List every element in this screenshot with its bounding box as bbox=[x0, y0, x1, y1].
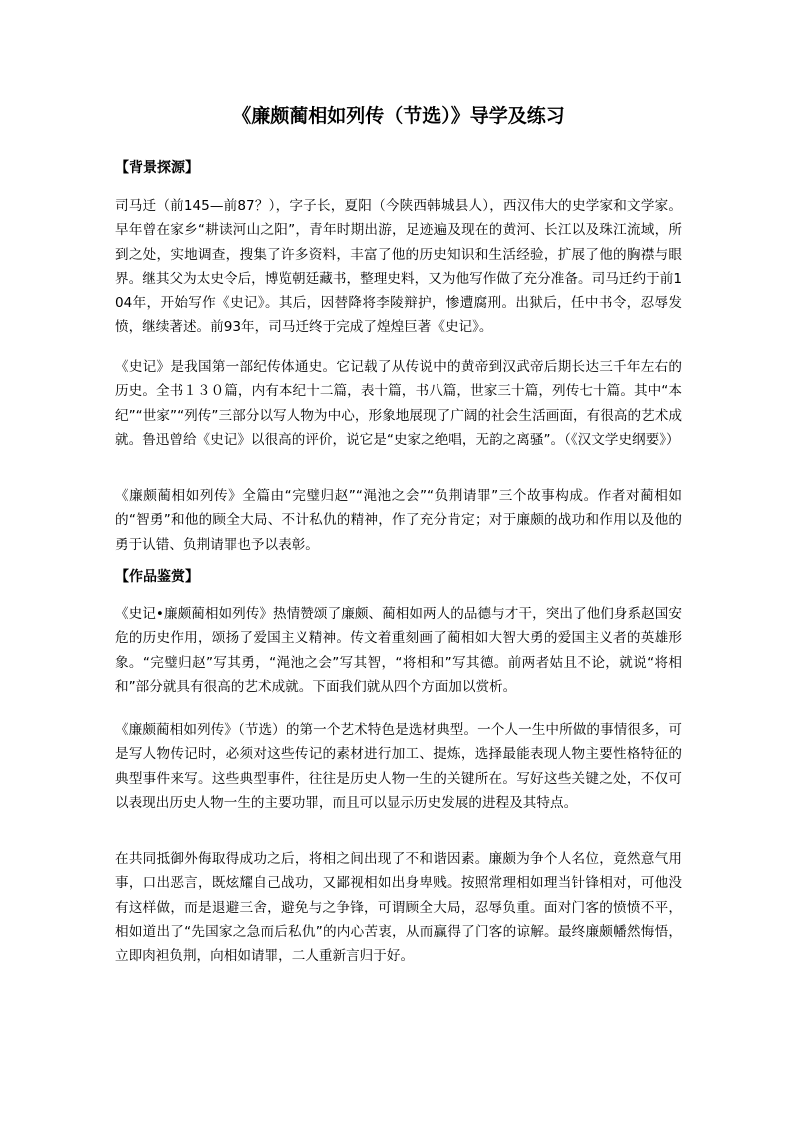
document-title: 《廉颇蔺相如列传（节选）》导学及练习 bbox=[232, 105, 565, 127]
paragraph-shiji-intro: 《史记》是我国第一部纪传体通史。它记载了从传说中的黄帝到汉武帝后期长达三千年左右的历史。全书１３０篇，内有本纪十二篇，表十篇，书八篇，世家三十篇，列传七十篇。其中“本纪”“世家”“列传”三部分以写人物为中心，形象地展现了广阔的社会生活画面，有很高的艺术成就。鲁迅曾给《史记》以很高的评价，说它是“史家之绝唱，无韵之离骚”。（《汉文学史纲要》） bbox=[115, 359, 682, 448]
paragraph-appreciation-overview: 《史记•廉颇蔺相如列传》热情赞颂了廉颇、蔺相如两人的品德与才干，突出了他们身系赵国安危的历史作用，颂扬了爱国主义精神。传文着重刻画了蔺相如大智大勇的爱国主义者的英雄形象。“完璧归赵”写其勇，“渑池之会”写其智，“将相和”写其德。前两者姑且不论，就说“将相和”部分就具有很高的艺术成就。下面我们就从四个方面加以赏析。 bbox=[115, 606, 682, 695]
section-heading-appreciation: 【作品鉴赏】 bbox=[115, 569, 199, 585]
section-heading-background: 【背景探源】 bbox=[115, 160, 199, 176]
paragraph-liezhuan-structure: 《廉颇蔺相如列传》全篇由“完璧归赵”“渑池之会”“负荆请罪”三个故事构成。作者对蔺相如的“智勇”和他的顾全大局、不计私仇的精神，作了充分肯定；对于廉颇的战功和作用以及他的勇于认错、负荆请罪也予以表彰。 bbox=[115, 488, 682, 553]
paragraph-sima-qian-bio: 司马迁（前145—前87？），字子长，夏阳（今陕西韩城县人），西汉伟大的史学家和文学家。早年曾在家乡“耕读河山之阳”，青年时期出游，足迹遍及现在的黄河、长江以及珠江流域，所到之处，实地调查，搜集了许多资料，丰富了他的历史知识和生活经验，扩展了他的胸襟与眼界。继其父为太史令后，博览朝廷藏书，整理史料，又为他写作做了充分准备。司马迁约于前104年，开始写作《史记》。其后，因替降将李陵辩护，惨遭腐刑。出狱后，任中书令，忍辱发愤，继续著述。前93年，司马迁终于完成了煌煌巨著《史记》。 bbox=[115, 198, 682, 336]
paragraph-general-minister-conflict: 在共同抵御外侮取得成功之后，将相之间出现了不和谐因素。廉颇为争个人名位，竟然意气用事，口出恶言，既炫耀自己战功，又鄙视相如出身卑贱。按照常理相如理当针锋相对，可他没有这样做，而是退避三舍，避免与之争锋，可谓顾全大局，忍辱负重。面对门客的愤愤不平，相如道出了“先国家之急而后私仇”的内心苦衷，从而赢得了门客的谅解。最终廉颇幡然悔悟，立即肉袒负荆，向相如请罪，二人重新言归于好。 bbox=[115, 851, 682, 965]
paragraph-typical-material: 《廉颇蔺相如列传》（节选）的第一个艺术特色是选材典型。一个人一生中所做的事情很多，可是写人物传记时，必须对这些传记的素材进行加工、提炼，选择最能表现人物主要性格特征的典型事件来写。这些典型事件，往往是历史人物一生的关键所在。写好这些关键之处，不仅可以表现出历史人物一生的主要功罪，而且可以显示历史发展的进程及其特点。 bbox=[115, 722, 682, 811]
